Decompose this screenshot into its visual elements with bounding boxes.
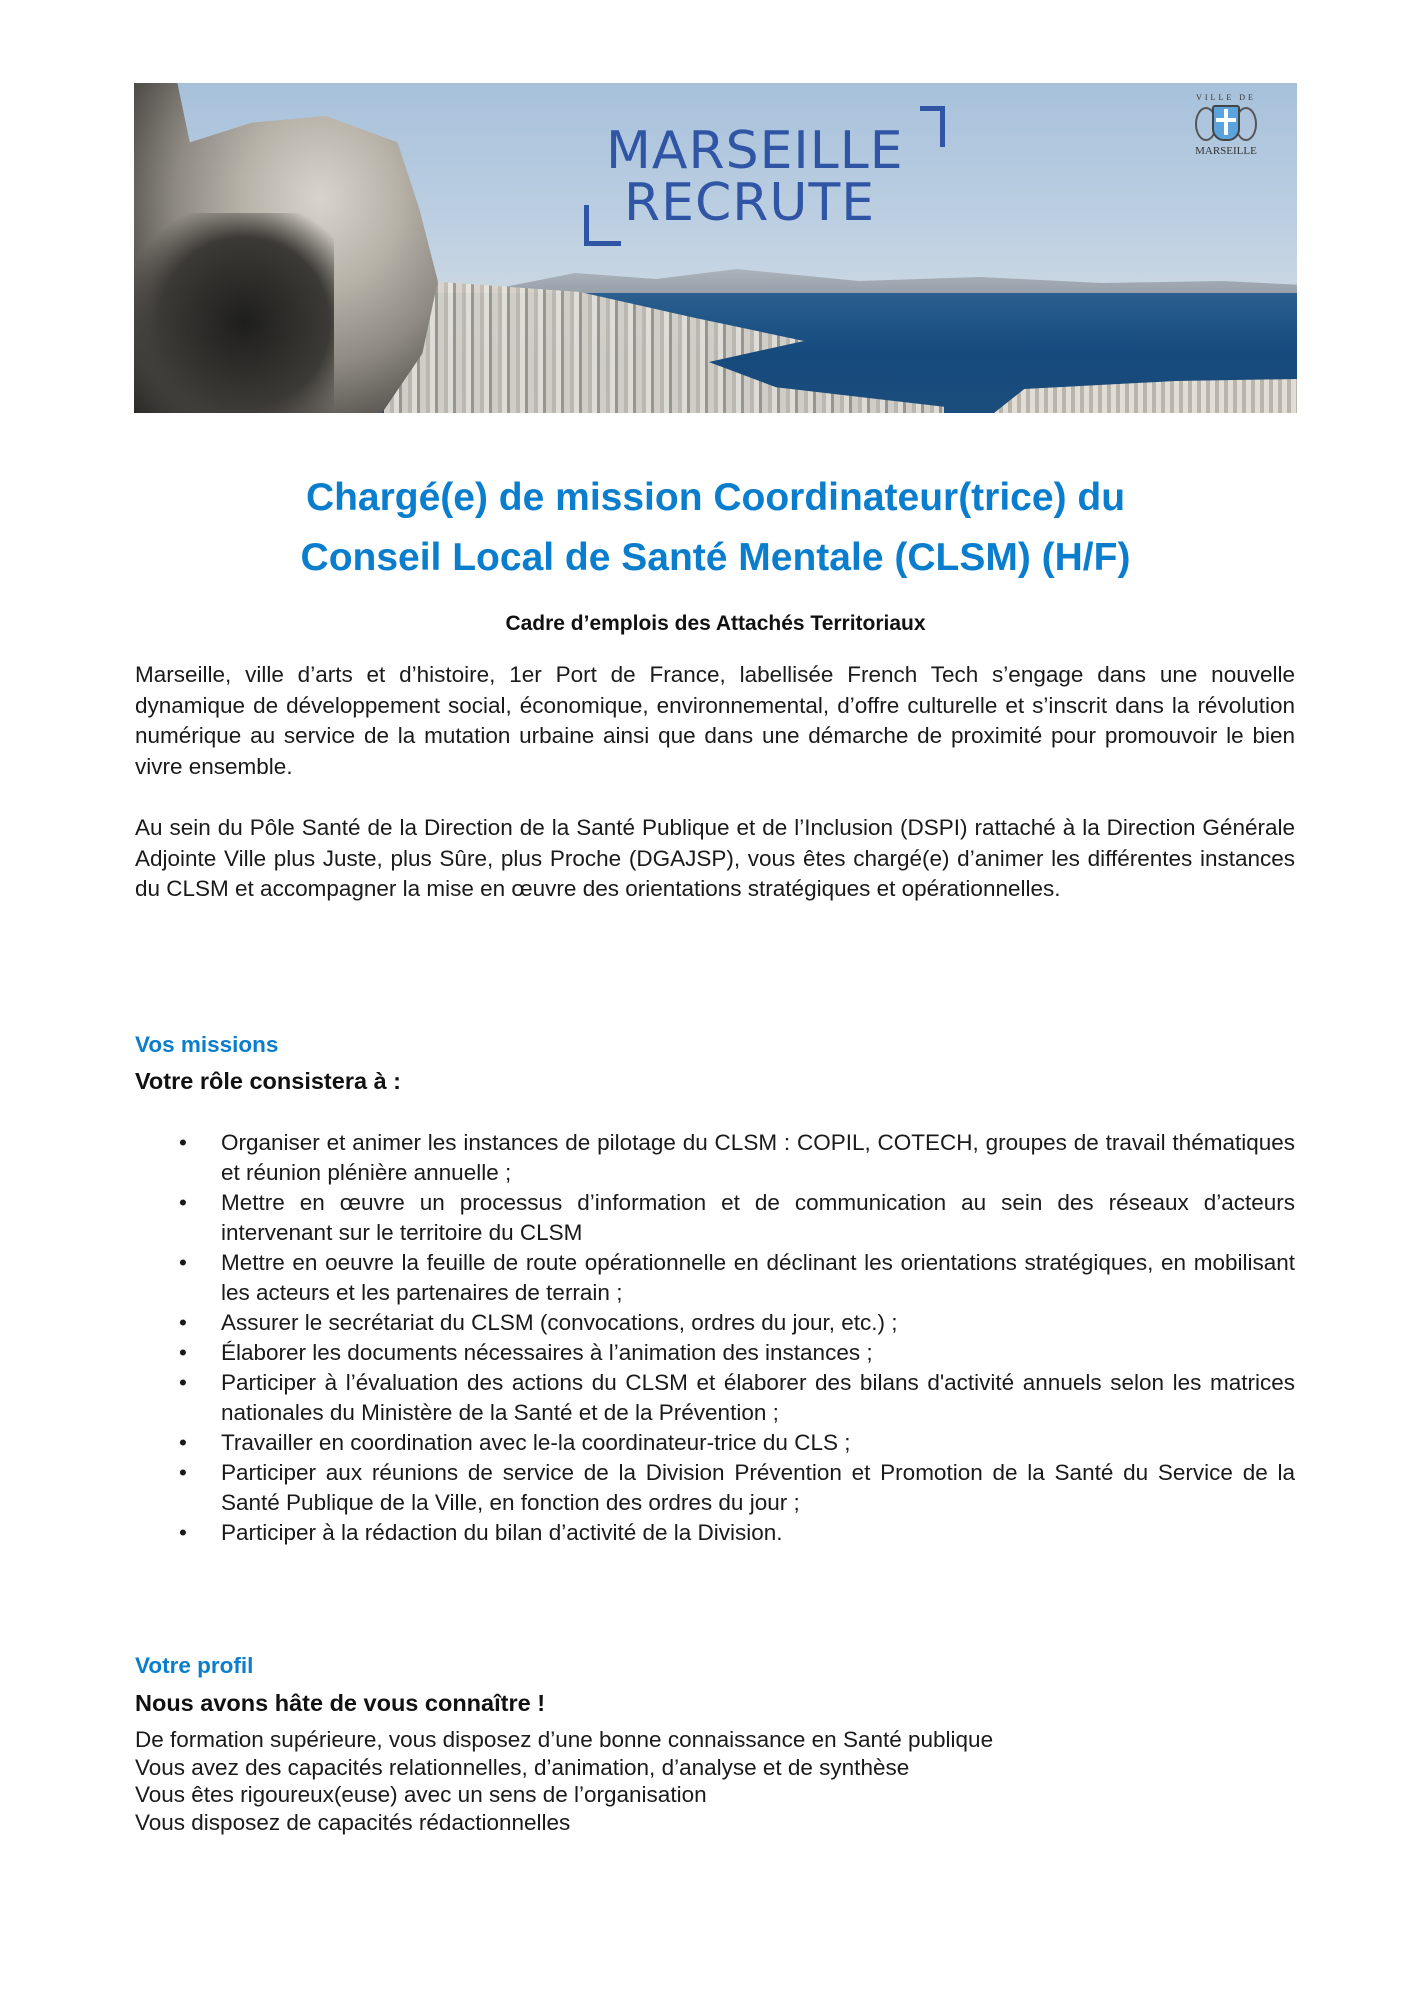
intro-paragraph-1: Marseille, ville d’arts et d’histoire, 1er Port de France, labellisée French Tech s’engage dans une nouvelle dynamique de développement social, économique, environnemental, d’offre culturelle et s’inscrit dans la révolution numérique au service de la mutation urbaine ainsi que dans une démarche de proximité pour promouvoir le bien vivre ensemble. bbox=[135, 662, 1295, 779]
mission-item bbox=[135, 1368, 1295, 1428]
bullet-icon: • bbox=[179, 1460, 187, 1485]
ville-de-marseille-crest bbox=[1181, 93, 1271, 173]
mission-item-text: Élaborer les documents nécessaires à l’animation des instances ; bbox=[221, 1340, 873, 1365]
mission-item-text: Participer aux réunions de service de la Division Prévention et Promotion de la Santé du Service de la Santé Publique de la Ville, en fonction des ordres du jour ; bbox=[221, 1460, 1295, 1515]
mission-item bbox=[135, 1188, 1295, 1248]
missions-heading: Vos missions bbox=[135, 1032, 279, 1057]
bullet-icon: • bbox=[179, 1430, 187, 1455]
crest-bottom-text: MARSEILLE bbox=[1195, 145, 1257, 157]
header-banner-image bbox=[134, 83, 1297, 413]
bullet-icon: • bbox=[179, 1190, 187, 1215]
missions-subheading: Votre rôle consistera à : bbox=[135, 1068, 401, 1094]
job-title-line-1: Chargé(e) de mission Coordinateur(trice) du bbox=[305, 476, 1126, 519]
bullet-icon: • bbox=[179, 1340, 187, 1365]
mission-item bbox=[135, 1458, 1295, 1518]
profil-heading: Votre profil bbox=[135, 1653, 254, 1678]
mission-item-text: Travailler en coordination avec le-la coordinateur-trice du CLS ; bbox=[221, 1430, 851, 1455]
logo-line-1: MARSEILLE bbox=[606, 121, 904, 181]
profil-line: De formation supérieure, vous disposez d’une bonne connaissance en Santé publique bbox=[135, 1727, 994, 1752]
bullet-icon: • bbox=[179, 1310, 187, 1335]
mission-item bbox=[135, 1308, 1295, 1338]
intro-paragraph-2: Au sein du Pôle Santé de la Direction de la Santé Publique et de l’Inclusion (DSPI) rattaché à la Direction Générale Adjointe Ville plus Juste, plus Sûre, plus Proche (DGAJSP), vous êtes chargé(e) d’animer les différentes instances du CLSM et accompagner la mise en œuvre des orientations stratégiques et opérationnelles. bbox=[135, 815, 1295, 901]
mission-item bbox=[135, 1248, 1295, 1308]
banner-rock-shadow bbox=[134, 213, 334, 413]
profil-requirements bbox=[135, 1726, 993, 1836]
profil-line: Vous êtes rigoureux(euse) avec un sens de l’organisation bbox=[135, 1782, 707, 1807]
bullet-icon: • bbox=[179, 1250, 187, 1275]
bullet-icon: • bbox=[179, 1520, 187, 1545]
mission-item bbox=[135, 1338, 1295, 1368]
mission-item bbox=[135, 1428, 1295, 1458]
profil-subheading: Nous avons hâte de vous connaître ! bbox=[135, 1690, 546, 1716]
job-grade-subtitle: Cadre d’emplois des Attachés Territoriaux bbox=[505, 612, 926, 635]
profil-line: Vous avez des capacités relationnelles, d’animation, d’analyse et de synthèse bbox=[135, 1754, 910, 1780]
mission-item-text: Organiser et animer les instances de pilotage du CLSM : COPIL, COTECH, groupes de travail thématiques et réunion plénière annuelle ; bbox=[221, 1130, 1295, 1185]
marseille-recrute-logo bbox=[584, 113, 944, 263]
crest-top-text: VILLE DE bbox=[1196, 93, 1256, 102]
profil-line: Vous disposez de capacités rédactionnelles bbox=[135, 1809, 571, 1835]
mission-item-text: Mettre en œuvre un processus d’information et de communication au sein des réseaux d’acteurs intervenant sur le territoire du CLSM bbox=[221, 1190, 1295, 1245]
missions-list bbox=[135, 1128, 1295, 1548]
logo-corner-bottom-left-icon bbox=[584, 205, 621, 246]
bullet-icon: • bbox=[179, 1130, 187, 1155]
mission-item-text: Mettre en oeuvre la feuille de route opérationnelle en déclinant les orientations stratégiques, en mobilisant les acteurs et les partenaires de terrain ; bbox=[221, 1250, 1295, 1305]
mission-item-text: Assurer le secrétariat du CLSM (convocations, ordres du jour, etc.) ; bbox=[221, 1310, 898, 1335]
coat-of-arms-shield-icon bbox=[1212, 105, 1240, 141]
mission-item-text: Participer à l’évaluation des actions du CLSM et élaborer des bilans d'activité annuels selon les matrices nationales du Ministère de la Santé et de la Prévention ; bbox=[221, 1370, 1295, 1425]
logo-corner-top-right-icon bbox=[920, 106, 945, 147]
job-title-line-2: Conseil Local de Santé Mentale (CLSM) (H/F) bbox=[300, 536, 1131, 579]
mission-item-text: Participer à la rédaction du bilan d’activité de la Division. bbox=[221, 1520, 783, 1545]
mission-item bbox=[135, 1128, 1295, 1188]
bullet-icon: • bbox=[179, 1370, 187, 1395]
job-title bbox=[134, 468, 1297, 588]
mission-item bbox=[135, 1518, 1295, 1548]
logo-line-2: RECRUTE bbox=[624, 173, 876, 233]
